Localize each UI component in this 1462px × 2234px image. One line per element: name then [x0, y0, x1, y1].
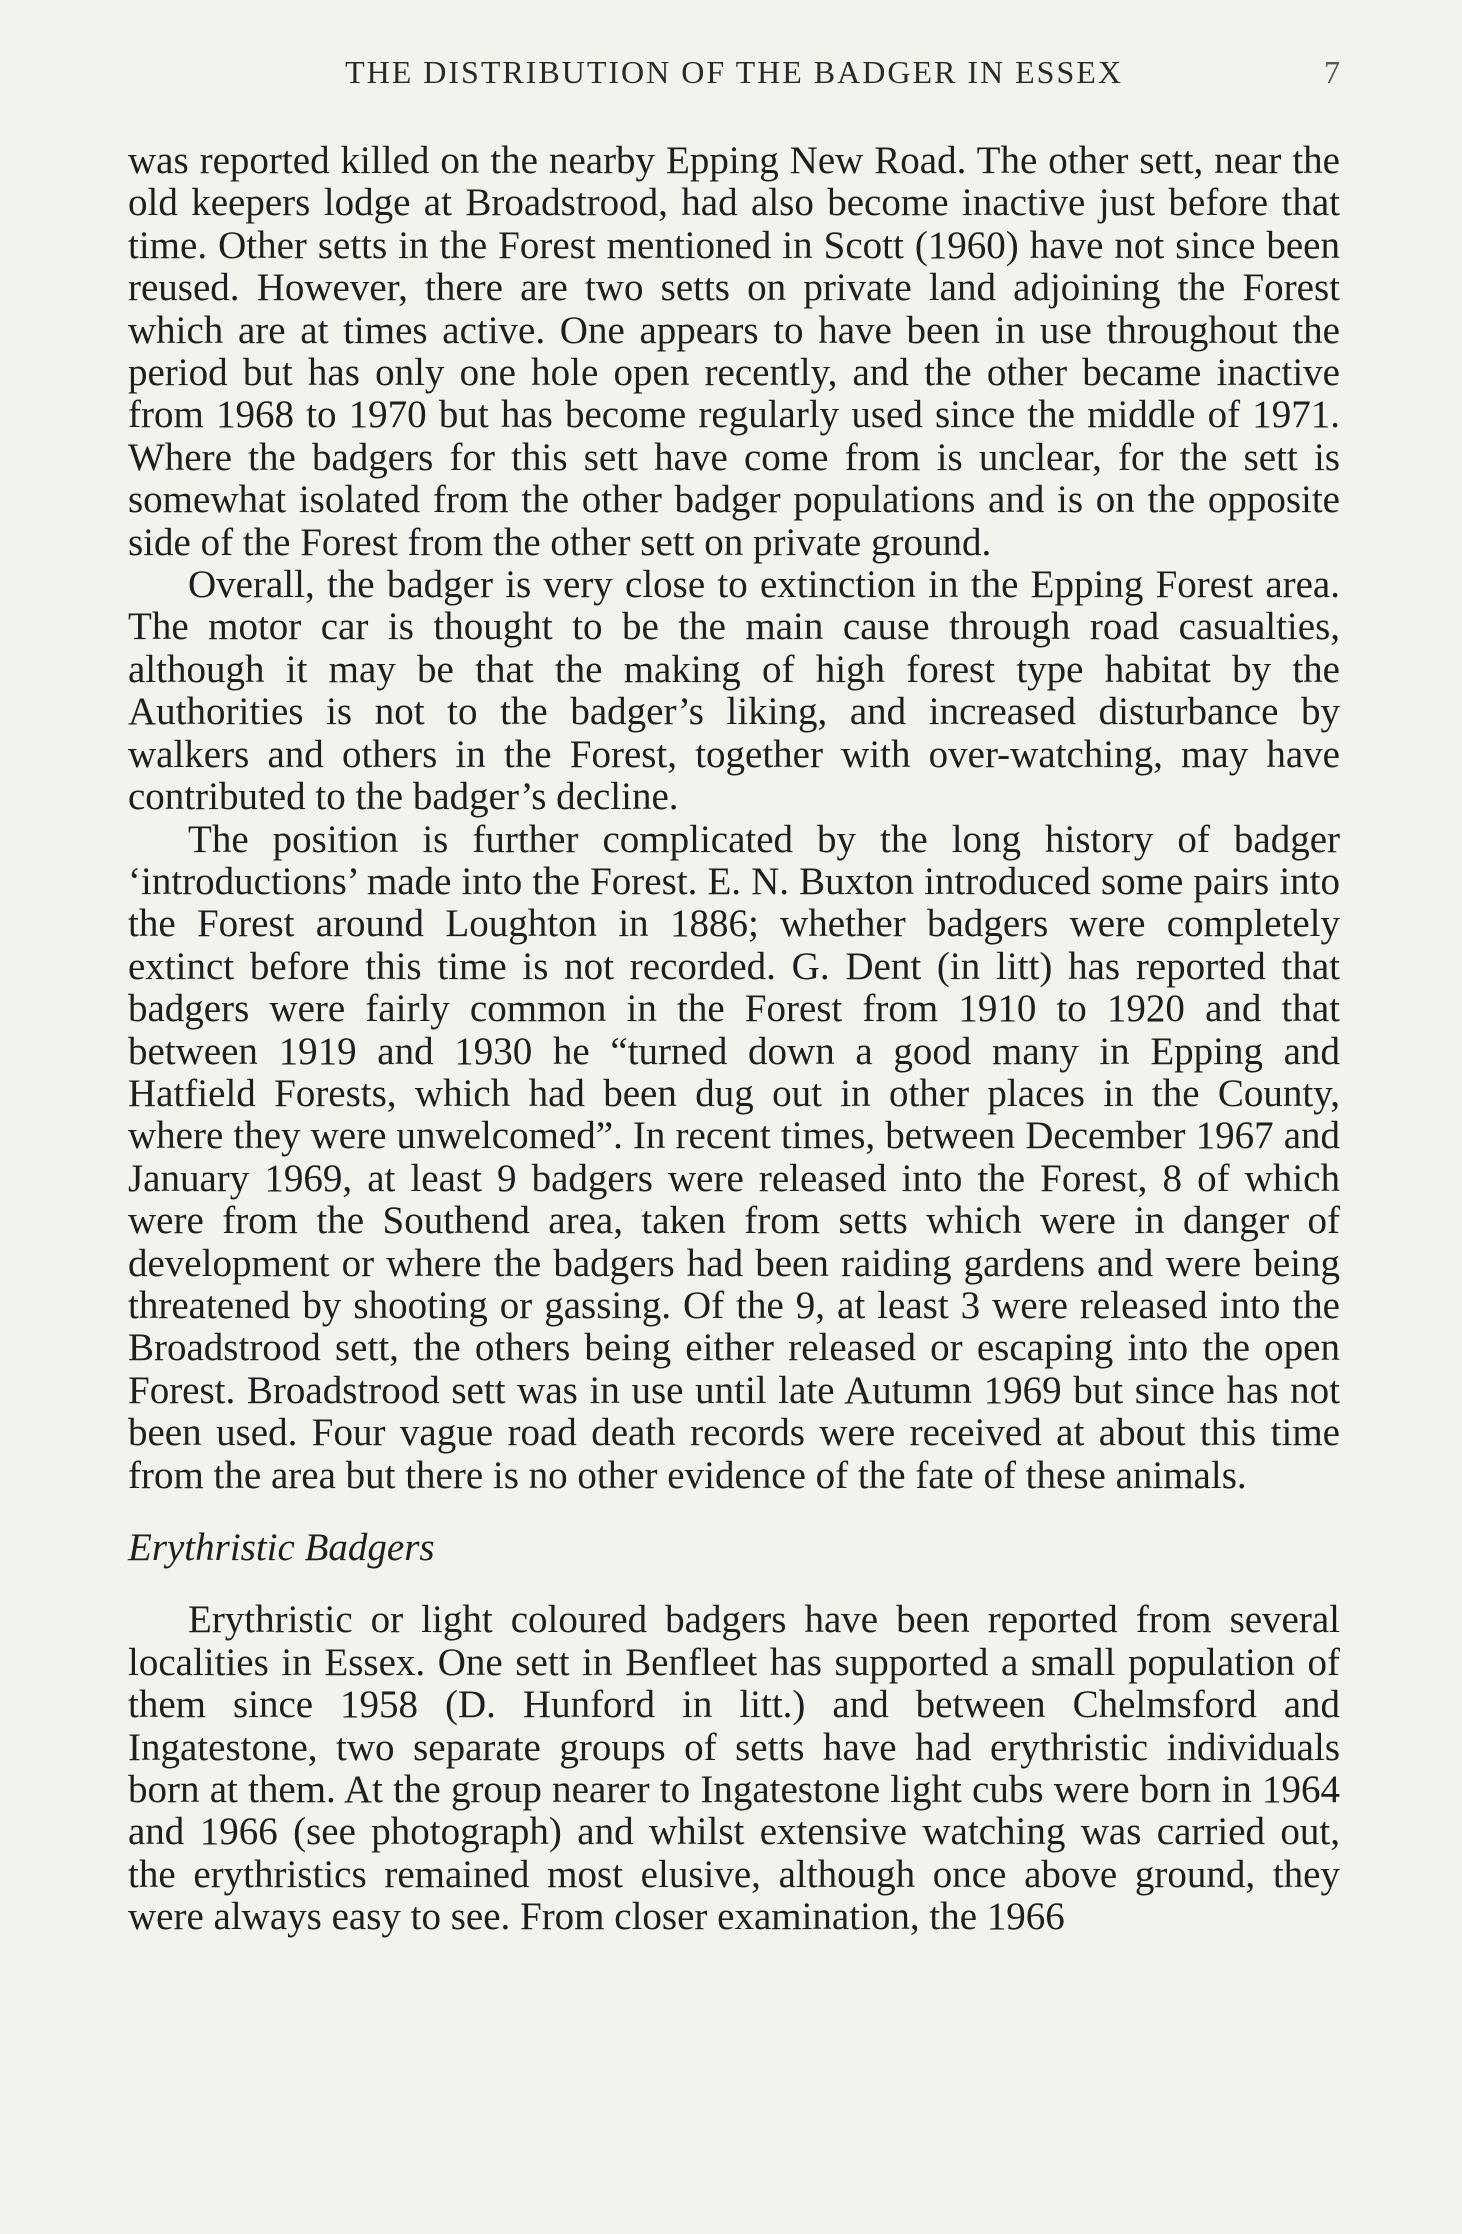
paragraph-continuation: was reported killed on the nearby Epping New Road. The other sett, near the old keepers lodge at Broadstrood, had also become inactive just before that time. Other setts in the Forest mentioned in Scott (1960) have not since been reused. However, there are two setts on private land adjoining the Forest which are at times active. One appears to have been in use throughout the period but has only one hole open recently, and the other became inactive from 1968 to 1970 but has become regularly used since the middle of 1971. Where the badgers for this sett have come from is unclear, for the sett is somewhat isolated from the other badger populations and is on the opposite side of the Forest from the other sett on private ground.: [128, 139, 1340, 564]
page-number: 7: [1324, 54, 1340, 90]
paragraph-introductions: The position is further complicated by the long history of badger ‘introductions’ made into the Forest. E. N. Buxton introduced some pairs into the Forest around Loughton in 1886; whether badgers were completely extinct before this time is not recorded. G. Dent (in litt) has reported that badgers were fairly common in the Forest from 1910 to 1920 and that between 1919 and 1930 he “turned down a good many in Epping and Hatfield Forests, which had been dug out in other places in the County, where they were unwelcomed”. In recent times, between December 1967 and January 1969, at least 9 badgers were released into the Forest, 8 of which were from the Southend area, taken from setts which were in danger of development or where the badgers had been raiding gardens and were being threatened by shooting or gassing. Of the 9, at least 3 were released into the Broadstrood sett, the others being either released or escaping into the open Forest. Broadstrood sett was in use until late Autumn 1969 but since has not been used. Four vague road death records were received at about this time from the area but there is no other evidence of the fate of these animals.: [128, 817, 1340, 1497]
paragraph-overall: Overall, the badger is very close to extinction in the Epping Forest area. The motor car is thought to be the main cause through road casualties, although it may be that the making of high forest type habitat by the Authorities is not to the badger’s liking, and increased disturbance by walkers and others in the Forest, together with over-watching, may have contributed to the badger’s decline.: [128, 563, 1340, 819]
running-head: [128, 50, 1340, 100]
running-title: THE DISTRIBUTION OF THE BADGER IN ESSEX: [345, 54, 1123, 90]
paragraph-erythristic: Erythristic or light coloured badgers have been reported from several localities in Essex. One sett in Benfleet has supported a small population of them since 1958 (D. Hunford in litt.) and between Chelmsford and Ingatestone, two separate groups of setts have had erythristic individuals born at them. At the group nearer to Ingatestone light cubs were born in 1964 and 1966 (see photograph) and whilst extensive watching was carried out, the erythristics remained most elusive, although once above ground, they were always easy to see. From closer examination, the 1966: [128, 1598, 1340, 1939]
section-heading: Erythristic Badgers: [128, 1526, 435, 1569]
body-text: [128, 140, 1340, 1939]
